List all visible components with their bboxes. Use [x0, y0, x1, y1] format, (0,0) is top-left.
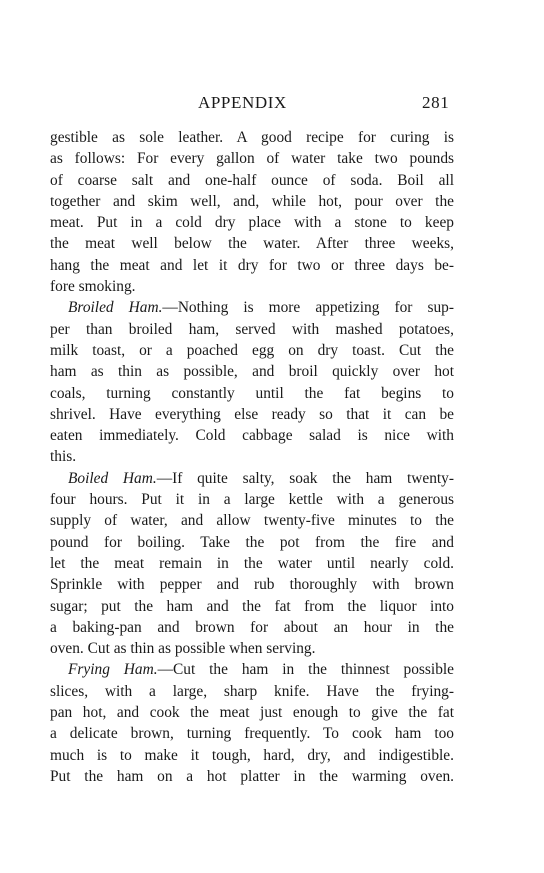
text-line: four hours. Put it in a large kettle with a generous — [50, 491, 454, 509]
text-line: per than broiled ham, served with mashed potatoes, — [50, 320, 454, 338]
text-line: supply of water, and allow twenty-five minutes to the — [50, 512, 454, 530]
text-run: —Cut the ham in the thinnest possible — [157, 661, 454, 679]
text-line: let the meat remain in the water until nearly cold. — [50, 554, 454, 572]
text-line: together and skim well, and, while hot, pour over the — [50, 192, 454, 210]
text-line: the meat well below the water. After three weeks, — [50, 235, 454, 253]
text-line: much is to make it tough, hard, dry, and indigestible. — [50, 746, 454, 764]
text-line: Put the ham on a hot platter in the warming oven. — [50, 767, 454, 785]
text-line: oven. Cut as thin as possible when serving. — [50, 640, 316, 658]
text-line: pound for boiling. Take the pot from the fire and — [50, 533, 454, 551]
text-line: eaten immediately. Cold cabbage salad is nice with — [50, 427, 454, 445]
body-text — [50, 127, 454, 787]
text-run: —Nothing is more appetizing for sup- — [162, 299, 454, 317]
text-line: sugar; put the ham and the fat from the liquor into — [50, 597, 454, 615]
text-line: milk toast, or a poached egg on dry toast. Cut the — [50, 341, 454, 359]
paragraph-start-line — [50, 468, 454, 489]
section-heading-boiled-ham: Boiled Ham. — [68, 469, 157, 487]
text-run: —If quite salty, soak the ham twenty- — [156, 469, 455, 487]
text-line: fore smoking. — [50, 278, 136, 296]
text-line: as follows: For every gallon of water take two pounds — [50, 150, 454, 168]
page-title: APPENDIX — [198, 93, 287, 112]
section-heading-frying-ham: Frying Ham. — [68, 661, 158, 679]
section-heading-broiled-ham: Broiled Ham. — [68, 299, 163, 317]
text-line: shrivel. Have everything else ready so that it can be — [50, 405, 454, 423]
text-line: slices, with a large, sharp knife. Have the frying- — [50, 682, 454, 700]
page-number: 281 — [422, 93, 450, 112]
text-line: this. — [50, 448, 77, 466]
running-head — [0, 93, 544, 115]
text-line: meat. Put in a cold dry place with a stone to keep — [50, 214, 454, 232]
text-line: Sprinkle with pepper and rub thoroughly with brown — [50, 576, 454, 594]
text-line: ham as thin as possible, and broil quickly over hot — [50, 363, 454, 381]
text-line: hang the meat and let it dry for two or three days be- — [50, 256, 454, 274]
paragraph-start-line — [50, 297, 454, 318]
paragraph-start-line — [50, 659, 454, 680]
text-line: of coarse salt and one-half ounce of soda. Boil all — [50, 171, 454, 189]
text-line: pan hot, and cook the meat just enough to give the fat — [50, 704, 454, 722]
text-line: coals, turning constantly until the fat begins to — [50, 384, 454, 402]
text-line: gestible as sole leather. A good recipe for curing is — [50, 129, 454, 146]
text-line: a delicate brown, turning frequently. To cook ham too — [50, 725, 454, 743]
text-line: a baking-pan and brown for about an hour in the — [50, 618, 454, 636]
